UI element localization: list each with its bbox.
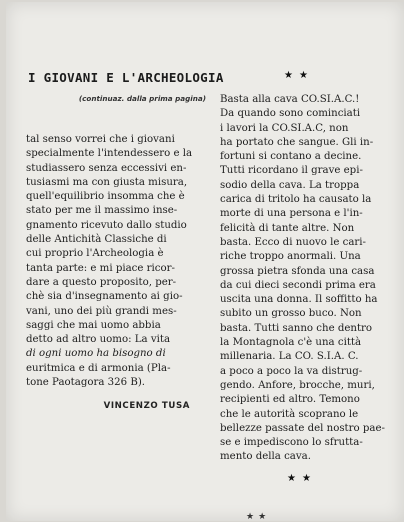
article-heading: I GIOVANI E L'ARCHEOLOGIA bbox=[28, 70, 224, 85]
stars-separator-bottom: ★★ bbox=[287, 472, 317, 484]
author-signature: VINCENZO TUSA bbox=[103, 401, 190, 412]
article-line: cui proprio l'Archeologia è bbox=[26, 248, 164, 260]
article-line: specialmente l'intendessero e la bbox=[26, 148, 193, 160]
news-line: basta. Ecco di nuovo le cari- bbox=[220, 236, 366, 248]
article-line: tanta parte: e mi piace ricor- bbox=[26, 262, 175, 274]
news-line: che le autorità scoprano le bbox=[220, 408, 359, 420]
article-line: tal senso vorrei che i giovani bbox=[26, 134, 175, 145]
article-line: dare a questo proposito, per- bbox=[26, 276, 177, 288]
article-line: quell'equilibrio insomma che è bbox=[26, 191, 185, 203]
article-line: chè sia d'insegnamento ai gio- bbox=[26, 291, 183, 303]
news-line: gendo. Anfore, brocche, muri, bbox=[220, 379, 375, 391]
news-line: la Montagnola c'è una città bbox=[220, 337, 362, 349]
news-line: uscita una donna. Il soffitto ha bbox=[220, 294, 378, 306]
continuation-note: (continuaz. dalla prima pagina) bbox=[78, 94, 206, 103]
article-column bbox=[26, 62, 224, 412]
news-line: se e impediscono lo sfrutta- bbox=[220, 437, 363, 449]
newspaper-page bbox=[6, 2, 404, 521]
news-line: mento della cava. bbox=[220, 451, 311, 463]
stars-separator-top: ★★ bbox=[284, 70, 314, 81]
news-line: i lavori la CO.SI.A.C, non bbox=[220, 122, 349, 134]
news-line: felicità di tante altre. Non bbox=[220, 222, 355, 234]
article-line-quote: di ogni uomo ha bisogno di bbox=[26, 348, 166, 360]
news-line: sodio della cava. La troppa bbox=[220, 179, 360, 191]
news-line: millenaria. La CO. S.I.A. C. bbox=[220, 351, 359, 363]
news-line: subito un grosso buco. Non bbox=[220, 308, 362, 320]
article-line: gnamento ricevuto dallo studio bbox=[26, 219, 187, 231]
stars-separator-edge: ★★ bbox=[246, 512, 271, 522]
news-line: fortuni si contano a decine. bbox=[220, 151, 362, 163]
article-line: delle Antichità Classiche di bbox=[26, 234, 167, 246]
news-line: da cui dieci secondi prima era bbox=[220, 279, 376, 291]
article-line: tone Paotagora 326 B). bbox=[26, 377, 146, 389]
news-column bbox=[220, 62, 390, 484]
news-line: ha portato che sangue. Gli in- bbox=[220, 136, 374, 148]
news-line: grossa pietra sfonda una casa bbox=[220, 265, 375, 277]
news-line: basta. Tutti sanno che dentro bbox=[220, 322, 373, 334]
article-line-quote: euritmica e di armonia (Pla- bbox=[26, 362, 171, 374]
article-line: vani, uno dei più grandi mes- bbox=[26, 305, 177, 317]
article-line: saggi che mai uomo abbia bbox=[26, 319, 161, 331]
news-line: carica di tritolo ha causato la bbox=[220, 194, 372, 206]
article-body bbox=[26, 133, 206, 390]
news-line: bellezze passate del nostro pae- bbox=[220, 422, 385, 434]
news-line: riche troppo anormali. Una bbox=[220, 251, 361, 263]
news-line: Tutti ricordano il grave epi- bbox=[220, 165, 363, 177]
news-line: Da quando sono cominciati bbox=[220, 108, 361, 120]
article-line: stato per me il massimo inse- bbox=[26, 205, 178, 217]
article-line: studiassero senza eccessivi en- bbox=[26, 162, 187, 174]
article-line: detto ad altro uomo: La vita bbox=[26, 334, 171, 346]
news-line: recipienti ed altro. Temono bbox=[220, 394, 360, 406]
news-line: Basta alla cava CO.SI.A.C.! bbox=[220, 94, 360, 105]
news-line: a poco a poco la va distrug- bbox=[220, 365, 363, 377]
news-line: morte di una persona e l'in- bbox=[220, 208, 363, 220]
article-line: tusiasmi ma con giusta misura, bbox=[26, 176, 188, 188]
